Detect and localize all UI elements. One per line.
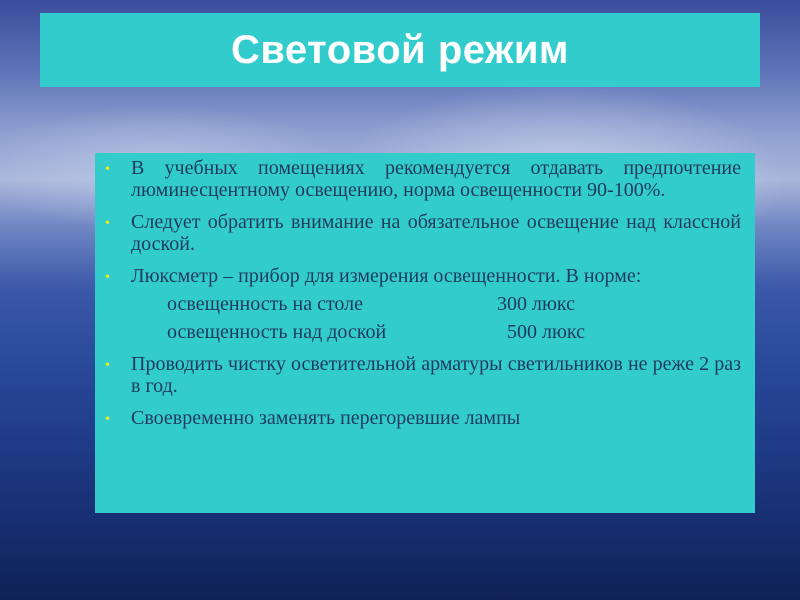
bullet-marker-icon: • bbox=[105, 358, 110, 373]
bullet-item-1 bbox=[105, 157, 741, 201]
bullet-marker-icon: • bbox=[105, 162, 110, 177]
bullet-marker-icon: • bbox=[105, 216, 110, 231]
measurement-label: освещенность на столе bbox=[167, 293, 364, 315]
content-panel bbox=[95, 153, 755, 513]
bullet-item-4 bbox=[105, 353, 741, 397]
bullet-text: Проводить чистку осветительной арматуры светильников не реже 2 раз в год. bbox=[131, 353, 741, 397]
bullet-marker-icon: • bbox=[105, 270, 110, 285]
measurement-row bbox=[131, 293, 741, 315]
bullet-text: Своевременно заменять перегоревшие лампы bbox=[131, 407, 521, 429]
measurement-label: освещенность над доской bbox=[167, 321, 387, 343]
bullet-item-3 bbox=[105, 265, 741, 343]
bullet-list bbox=[95, 153, 755, 429]
measurement-row bbox=[131, 321, 741, 343]
bullet-item-2 bbox=[105, 211, 741, 255]
bullet-text: Следует обратить внимание на обязательное освещение над классной доской. bbox=[131, 211, 741, 255]
measurement-value: 500 люкс bbox=[507, 321, 586, 343]
title-panel bbox=[40, 13, 760, 87]
bullet-item-5 bbox=[105, 407, 741, 429]
bullet-text: Люксметр – прибор для измерения освещенности. В норме: bbox=[131, 265, 642, 287]
bullet-text: В учебных помещениях рекомендуется отдавать предпочтение люминесцентному освещению, норма освещенности 90-100%. bbox=[131, 157, 741, 201]
slide-title: Световой режим bbox=[230, 27, 570, 72]
bullet-marker-icon: • bbox=[105, 412, 110, 427]
measurement-value: 300 люкс bbox=[497, 293, 576, 315]
